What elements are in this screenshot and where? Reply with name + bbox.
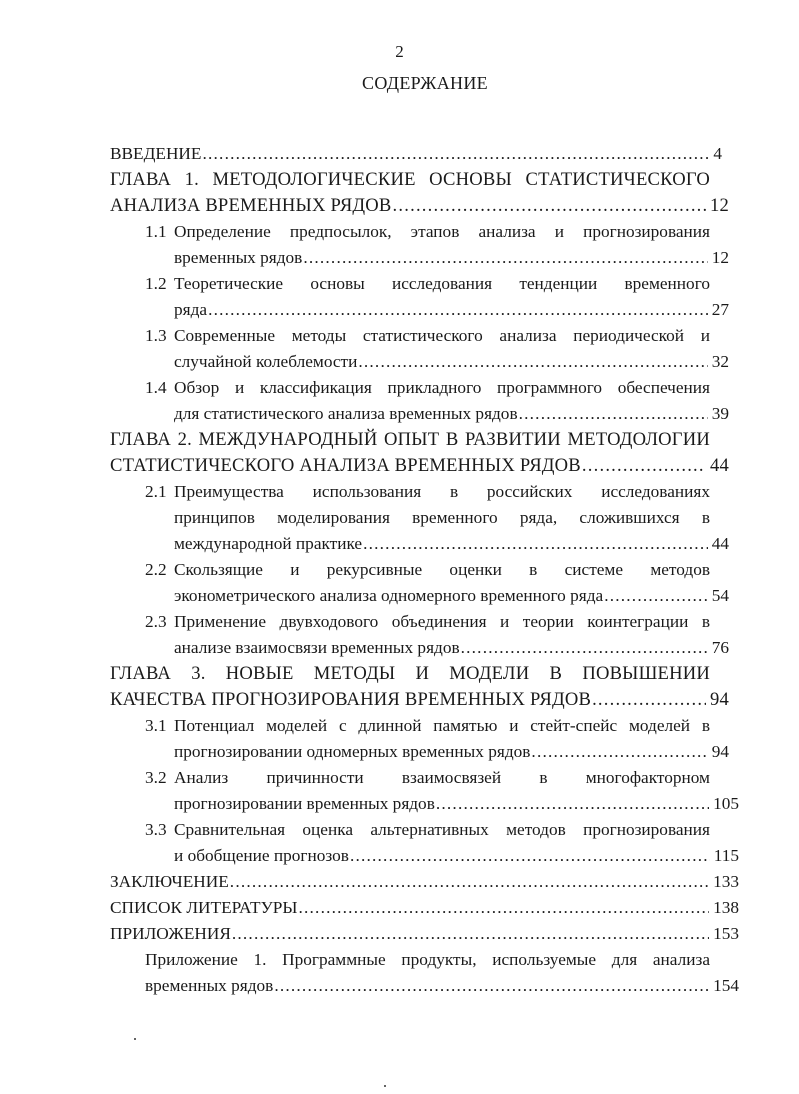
scan-speck (384, 1085, 386, 1087)
leader-dots (531, 739, 707, 765)
leader-dots (350, 843, 710, 869)
toc-page-number: 12 (710, 195, 729, 216)
toc-entry-text: СПИСОК ЛИТЕРАТУРЫ (110, 898, 298, 917)
toc-entry-text: ряда (174, 300, 208, 319)
toc-entry-text: анализе взаимосвязи временных рядов (174, 638, 460, 657)
toc-section-1-2[interactable]: Теоретические основы исследования тенденции временного (174, 274, 710, 293)
leader-dots (208, 297, 708, 323)
toc-entry-text: эконометрического анализа одномерного временного ряда (174, 586, 604, 605)
toc-entry-appendices[interactable] (110, 921, 739, 947)
leader-dots (519, 401, 708, 427)
toc-page-number: 76 (711, 638, 729, 657)
toc-entry-text: АНАЛИЗА ВРЕМЕННЫХ РЯДОВ (110, 195, 392, 216)
toc-section-1-3[interactable]: Современные методы статистического анализа периодической и (174, 326, 710, 345)
toc-page-number: 27 (711, 300, 729, 319)
section-number: 1.3 (145, 326, 167, 345)
toc-page-number: 39 (711, 404, 729, 423)
leader-dots (436, 791, 709, 817)
toc-entry-text: прогнозировании одномерных временных рядов (174, 742, 531, 761)
toc-entry-text: прогнозировании временных рядов (174, 794, 435, 813)
toc-section-2-1-end[interactable] (174, 531, 729, 557)
leader-dots (230, 869, 709, 895)
toc-entry-text: и обобщение прогнозов (174, 846, 349, 865)
toc-page-number: 4 (713, 144, 722, 163)
toc-page-number: 153 (713, 924, 739, 943)
leader-dots (202, 141, 709, 167)
toc-section-1-4-cont[interactable] (174, 401, 729, 427)
section-number: 3.2 (145, 768, 167, 787)
leader-dots (232, 921, 709, 947)
toc-section-2-1[interactable]: Преимущества использования в российских исследованиях (174, 482, 710, 501)
toc-entry-text: временных рядов (145, 976, 274, 995)
toc-page-number: 32 (711, 352, 729, 371)
toc-chapter-1-title[interactable]: ГЛАВА 1. МЕТОДОЛОГИЧЕСКИЕ ОСНОВЫ СТАТИСТИЧЕСКОГО (110, 169, 710, 190)
toc-entry-text: случайной колеблемости (174, 352, 358, 371)
toc-section-3-3[interactable]: Сравнительная оценка альтернативных методов прогнозирования (174, 820, 710, 839)
section-number: 1.2 (145, 274, 167, 293)
toc-section-3-2[interactable]: Анализ причинности взаимосвязей в многофакторном (174, 768, 710, 787)
toc-section-1-4[interactable]: Обзор и классификация прикладного программного обеспечения (174, 378, 710, 397)
section-number: 2.3 (145, 612, 167, 631)
toc-chapter-3-title[interactable]: ГЛАВА 3. НОВЫЕ МЕТОДЫ И МОДЕЛИ В ПОВЫШЕНИИ (110, 663, 710, 684)
toc-page-number: 154 (713, 976, 739, 995)
toc-section-2-3-cont[interactable] (174, 635, 729, 661)
toc-page-number: 44 (711, 534, 729, 553)
toc-entry-text: международной практике (174, 534, 363, 553)
leader-dots (358, 349, 707, 375)
toc-entry-text: ПРИЛОЖЕНИЯ (110, 924, 231, 943)
leader-dots (393, 193, 706, 219)
leader-dots (363, 531, 708, 557)
toc-section-2-2[interactable]: Скользящие и рекурсивные оценки в системе методов (174, 560, 710, 579)
toc-entry-text: КАЧЕСТВА ПРОГНОЗИРОВАНИЯ ВРЕМЕННЫХ РЯДОВ (110, 689, 592, 710)
section-number: 2.2 (145, 560, 167, 579)
toc-entry-references[interactable] (110, 895, 739, 921)
toc-page-number: 54 (711, 586, 729, 605)
toc-section-1-2-cont[interactable] (174, 297, 729, 323)
toc-section-1-1-cont[interactable] (174, 245, 729, 271)
toc-section-1-3-cont[interactable] (174, 349, 729, 375)
toc-section-2-3[interactable]: Применение двувходового объединения и теории коинтеграции в (174, 612, 710, 631)
toc-page-number: 94 (710, 689, 729, 710)
toc-section-3-1[interactable]: Потенциал моделей с длинной памятью и стейт-спейс моделей в (174, 716, 710, 735)
toc-appendix-1-cont[interactable] (145, 973, 739, 999)
toc-page-number: 12 (711, 248, 729, 267)
section-number: 3.3 (145, 820, 167, 839)
section-number: 1.1 (145, 222, 167, 241)
scan-speck (134, 1038, 136, 1040)
toc-appendix-1[interactable]: Приложение 1. Программные продукты, используемые для анализа (145, 950, 710, 969)
leader-dots (461, 635, 708, 661)
toc-entry-text: временных рядов (174, 248, 303, 267)
toc-section-2-1-cont[interactable]: принципов моделирования временного ряда, сложившихся в (174, 508, 710, 527)
toc-page-number: 105 (713, 794, 739, 813)
toc-section-3-3-cont[interactable] (174, 843, 739, 869)
toc-page-number: 115 (713, 846, 739, 865)
section-number: 1.4 (145, 378, 167, 397)
leader-dots (582, 453, 706, 479)
leader-dots (299, 895, 710, 921)
toc-chapter-1[interactable] (110, 193, 729, 219)
leader-dots (303, 245, 707, 271)
toc-entry-intro[interactable] (110, 141, 722, 167)
toc-page-number: 44 (710, 455, 729, 476)
toc-entry-text: для статистического анализа временных рядов (174, 404, 518, 423)
section-number: 2.1 (145, 482, 167, 501)
toc-section-1-1[interactable]: Определение предпосылок, этапов анализа и прогнозирования (174, 222, 710, 241)
toc-entry-text: ВВЕДЕНИЕ (110, 144, 202, 163)
toc-entry-text: ЗАКЛЮЧЕНИЕ (110, 872, 229, 891)
toc-page-number: 133 (713, 872, 739, 891)
toc-chapter-3[interactable] (110, 687, 729, 713)
leader-dots (604, 583, 708, 609)
toc-page-number: 138 (713, 898, 739, 917)
toc-chapter-2[interactable] (110, 453, 729, 479)
page-number: 2 (395, 42, 404, 61)
toc-section-3-2-cont[interactable] (174, 791, 739, 817)
toc-entry-text: СТАТИСТИЧЕСКОГО АНАЛИЗА ВРЕМЕННЫХ РЯДОВ (110, 455, 581, 476)
toc-section-3-1-cont[interactable] (174, 739, 729, 765)
toc-title: СОДЕРЖАНИЕ (362, 73, 488, 93)
leader-dots (274, 973, 709, 999)
leader-dots (592, 687, 706, 713)
toc-section-2-2-cont[interactable] (174, 583, 729, 609)
toc-page-number: 94 (711, 742, 729, 761)
section-number: 3.1 (145, 716, 167, 735)
toc-chapter-2-title[interactable]: ГЛАВА 2. МЕЖДУНАРОДНЫЙ ОПЫТ В РАЗВИТИИ МЕТОДОЛОГИИ (110, 429, 710, 450)
toc-entry-conclusion[interactable] (110, 869, 739, 895)
